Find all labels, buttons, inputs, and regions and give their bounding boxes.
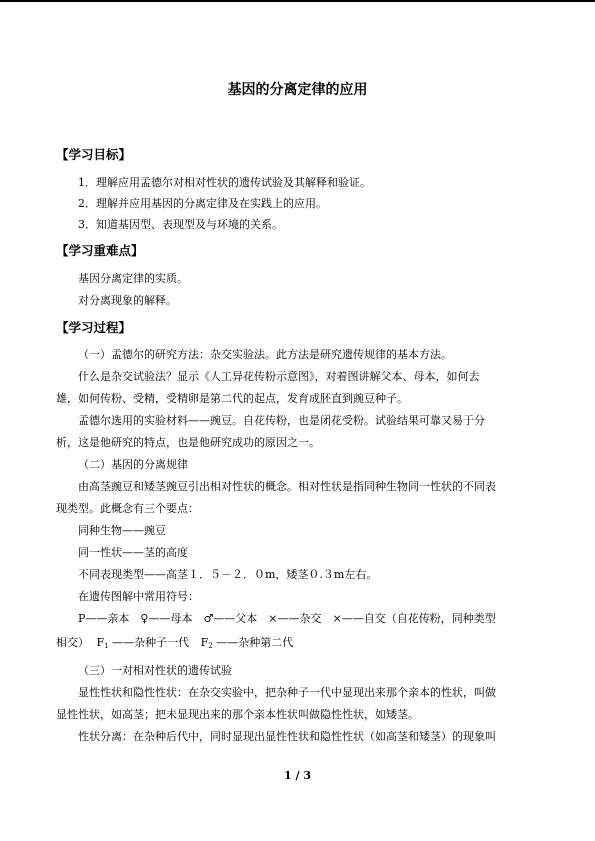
process-line-6: （二）基因的分离规律 <box>78 458 188 471</box>
key-point-2: 对分离现象的解释。 <box>78 294 177 307</box>
process-line-12: 在遗传图解中常用符号： <box>78 590 199 603</box>
process-line-14-text: 相交） <box>56 636 89 649</box>
goal-item-2: 2．理解并应用基因的分离定律及在实践上的应用。 <box>78 197 327 210</box>
key-point-1: 基因分离定律的实质。 <box>78 272 188 285</box>
top-border-line <box>0 0 595 2</box>
process-line-4: 孟德尔选用的实验材料——豌豆。自花传粉，也是闭花受粉。试验结果可靠又易于分 <box>78 414 485 427</box>
process-line-17: 显性性状，如高茎；把未显现出来的那个亲本性状叫做隐性性状，如矮茎。 <box>56 708 419 721</box>
section-heading-goals: 【学习目标】 <box>56 147 132 162</box>
section-heading-process: 【学习过程】 <box>56 320 132 335</box>
process-line-5: 析，这是他研究的特点，也是他研究成功的原因之一。 <box>56 436 320 449</box>
process-line-10: 同一性状——茎的高度 <box>78 546 188 559</box>
goal-item-3: 3．知道基因型、表现型及与环境的关系。 <box>78 218 283 231</box>
goal-item-1: 1．理解应用孟德尔对相对性状的遗传试验及其解释和验证。 <box>78 176 371 189</box>
f1-text: ——杂种子一代 <box>112 636 190 649</box>
process-line-16: 显性性状和隐性性状：在杂交实验中，把杂种子一代中显现出来那个亲本的性状，叫做 <box>78 686 496 699</box>
f1-symbol: $F_1$ <box>96 636 109 650</box>
process-line-8: 现类型。此概念有三个要点： <box>56 502 199 515</box>
process-line-9: 同种生物——豌豆 <box>78 524 166 537</box>
f2-text: ——杂种第二代 <box>216 636 294 649</box>
process-line-11: 不同表现类型——高茎１．５－２．０m，矮茎０.３m左右。 <box>78 568 378 581</box>
section-heading-key-points: 【学习重难点】 <box>56 243 144 258</box>
process-line-18: 性状分离：在杂种后代中，同时显现出显性性状和隐性性状（如高茎和矮茎）的现象叫 <box>78 730 496 743</box>
process-line-15: （三）一对相对性状的遗传试验 <box>78 664 232 677</box>
f2-symbol: $F_2$ <box>200 636 213 650</box>
process-line-13: P——亲本 ♀——母本 ♂——父本 ×——杂交 ×——自交（自花传粉，同种类型 <box>78 612 496 625</box>
process-line-7: 由高茎豌豆和矮茎豌豆引出相对性状的概念。相对性状是指同种生物同一性状的不同表 <box>78 480 496 493</box>
process-line-1: （一）孟德尔的研究方法：杂交实验法。此方法是研究遗传规律的基本方法。 <box>78 348 452 361</box>
process-line-14 <box>56 636 293 653</box>
page-number: 1 / 3 <box>284 769 311 782</box>
page-title: 基因的分离定律的应用 <box>227 82 368 98</box>
process-line-3: 雄，如何传粉、受精，受精卵是第二代的起点，发育成胚直到豌豆种子。 <box>56 392 408 405</box>
process-line-2: 什么是杂交试验法？显示《人工异花传粉示意图》，对着图讲解父本、母本，如何去 <box>78 370 480 383</box>
